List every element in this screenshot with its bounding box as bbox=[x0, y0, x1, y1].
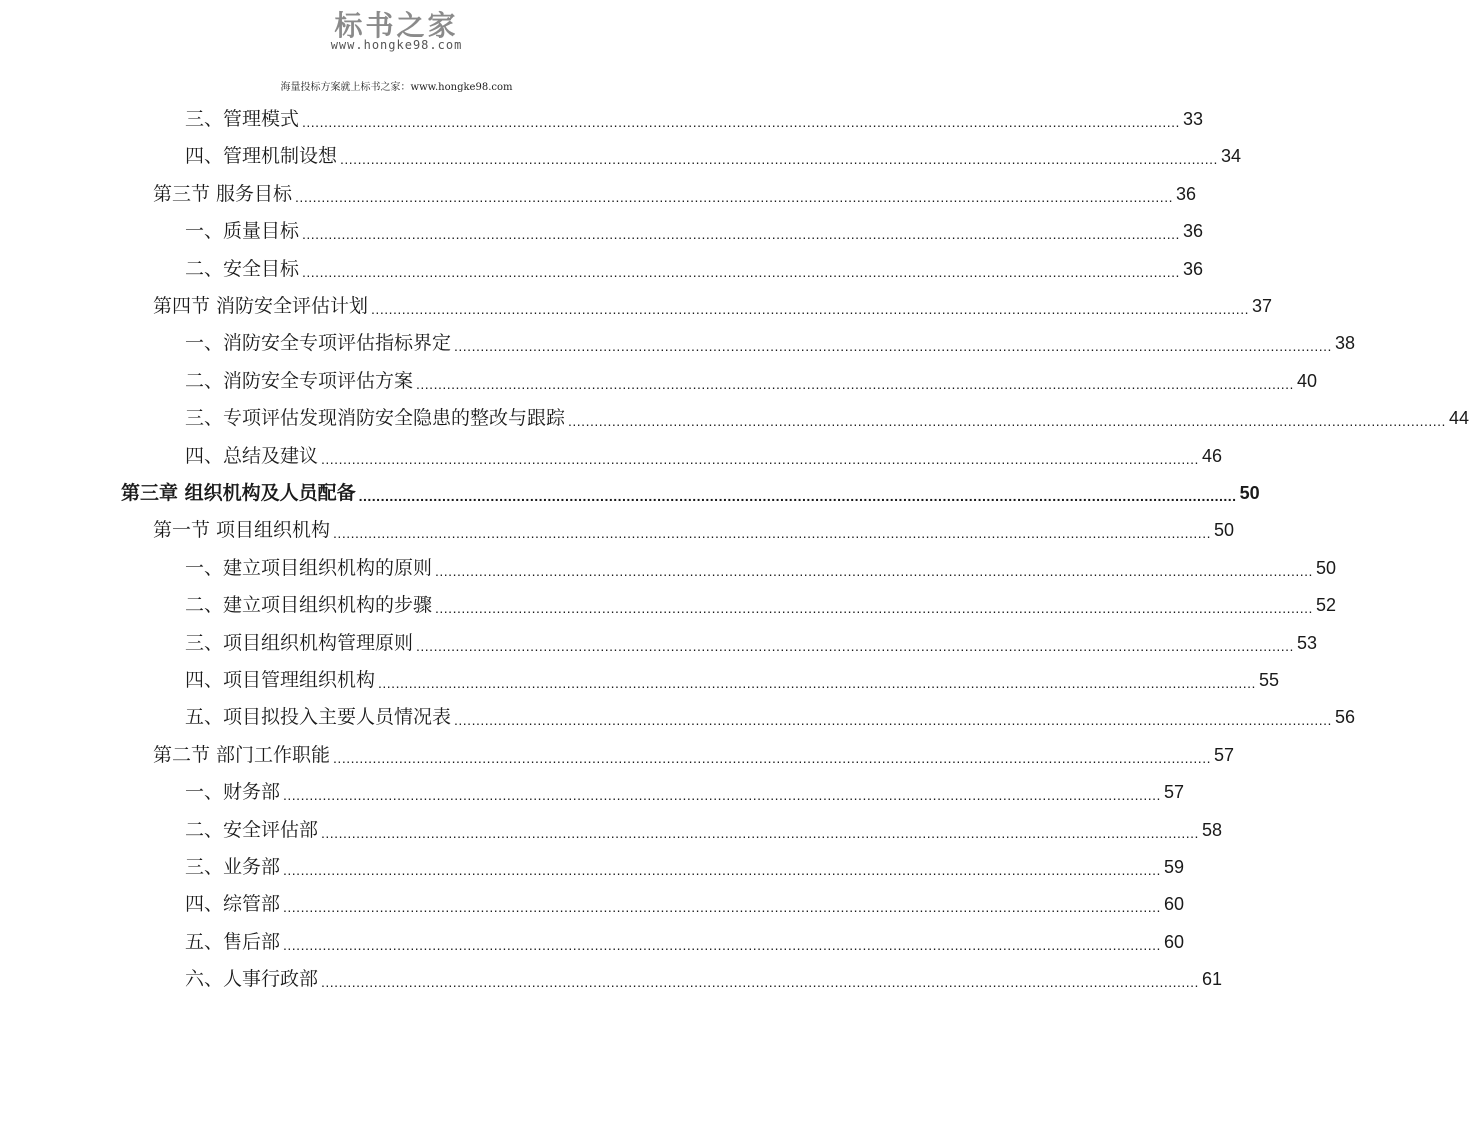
toc-entry[interactable] bbox=[121, 475, 1260, 512]
toc-entry-label: 二、建立项目组织机构的步骤 bbox=[185, 594, 433, 617]
toc-dot-leader: ........................................................................................................................................................................................................ bbox=[333, 525, 1211, 542]
toc-dot-leader: ........................................................................................................................................................................................................ bbox=[321, 824, 1199, 841]
toc-entry-page-number: 36 bbox=[1182, 258, 1203, 279]
toc-entry-label: 第二节 部门工作职能 bbox=[153, 743, 331, 766]
toc-entry-label: 第三节 服务目标 bbox=[153, 182, 293, 205]
toc-entry-label: 第四节 消防安全评估计划 bbox=[153, 295, 369, 317]
toc-entry-label: 三、专项评估发现消防安全隐患的整改与跟踪 bbox=[185, 407, 566, 430]
toc-entry-label: 一、消防安全专项评估指标界定 bbox=[185, 332, 452, 355]
toc-entry-label: 四、管理机制设想 bbox=[185, 145, 338, 168]
toc-entry-label: 二、消防安全专项评估方案 bbox=[185, 369, 414, 392]
toc-entry-page-number: 38 bbox=[1334, 333, 1355, 354]
toc-entry[interactable] bbox=[185, 774, 1184, 811]
toc-dot-leader: ........................................................................................................................................................................................................ bbox=[416, 637, 1294, 654]
toc-entry-label: 第一节 项目组织机构 bbox=[153, 519, 331, 542]
toc-entry-page-number: 36 bbox=[1175, 183, 1197, 204]
toc-dot-leader: ........................................................................................................................................................................................................ bbox=[283, 936, 1161, 953]
toc-entry[interactable] bbox=[153, 512, 1235, 549]
toc-entry[interactable] bbox=[185, 363, 1317, 400]
toc-entry-page-number: 58 bbox=[1201, 819, 1222, 840]
toc-entry-label: 二、安全目标 bbox=[185, 257, 300, 280]
toc-entry-label: 一、财务部 bbox=[185, 781, 281, 804]
toc-entry[interactable] bbox=[185, 924, 1184, 961]
toc-dot-leader: ........................................................................................................................................................................................................ bbox=[302, 263, 1180, 280]
toc-entry-page-number: 52 bbox=[1315, 595, 1336, 616]
toc-entry[interactable] bbox=[153, 737, 1235, 774]
toc-entry[interactable] bbox=[185, 662, 1279, 699]
toc-entry[interactable] bbox=[153, 288, 1273, 325]
toc-entry-label: 第三章 组织机构及人员配备 bbox=[121, 482, 356, 504]
toc-dot-leader: ........................................................................................................................................................................................................ bbox=[378, 675, 1256, 691]
toc-dot-leader: ........................................................................................................................................................................................................ bbox=[454, 712, 1332, 729]
toc-entry-page-number: 36 bbox=[1182, 221, 1203, 242]
toc-dot-leader: ........................................................................................................................................................................................................ bbox=[416, 375, 1294, 392]
page-header bbox=[0, 0, 793, 100]
toc-dot-leader: ........................................................................................................................................................................................................ bbox=[321, 974, 1199, 991]
toc-dot-leader: ........................................................................................................................................................................................................ bbox=[283, 862, 1161, 878]
toc-entry-page-number: 46 bbox=[1201, 445, 1222, 466]
toc-entry[interactable] bbox=[153, 176, 1197, 213]
toc-entry-label: 三、项目组织机构管理原则 bbox=[185, 631, 414, 654]
toc-entry-page-number: 33 bbox=[1182, 109, 1203, 129]
toc-entry-page-number: 44 bbox=[1448, 408, 1469, 429]
toc-entry[interactable] bbox=[185, 438, 1222, 475]
toc-entry[interactable] bbox=[185, 625, 1317, 662]
toc-entry-page-number: 57 bbox=[1213, 744, 1235, 765]
toc-dot-leader: ........................................................................................................................................................................................................ bbox=[321, 450, 1199, 467]
toc-dot-leader: ........................................................................................................................................................................................................ bbox=[568, 413, 1446, 430]
toc-dot-leader: ........................................................................................................................................................................................................ bbox=[454, 338, 1332, 355]
toc-dot-leader: ........................................................................................................................................................................................................ bbox=[435, 562, 1313, 579]
toc-dot-leader: ........................................................................................................................................................................................................ bbox=[302, 226, 1180, 243]
toc-dot-leader: ........................................................................................................................................................................................................ bbox=[302, 114, 1180, 130]
toc-entry-page-number: 60 bbox=[1163, 931, 1184, 952]
toc-dot-leader: ........................................................................................................................................................................................................ bbox=[371, 301, 1249, 317]
toc-dot-leader: ........................................................................................................................................................................................................ bbox=[435, 600, 1313, 617]
toc-entry-label: 二、安全评估部 bbox=[185, 818, 319, 841]
toc-entry-page-number: 55 bbox=[1258, 670, 1279, 690]
toc-dot-leader: ........................................................................................................................................................................................................ bbox=[283, 787, 1161, 804]
toc-entry-label: 四、项目管理组织机构 bbox=[185, 669, 376, 691]
toc-entry-page-number: 50 bbox=[1213, 520, 1235, 541]
site-logo-url: www.hongke98.com bbox=[330, 38, 463, 52]
toc-entry[interactable] bbox=[185, 812, 1222, 849]
toc-entry-page-number: 50 bbox=[1239, 483, 1260, 503]
toc-entry[interactable] bbox=[185, 251, 1203, 288]
toc-entry-label: 三、管理模式 bbox=[185, 108, 300, 130]
toc-entry-page-number: 53 bbox=[1296, 632, 1317, 653]
toc-entry-label: 四、总结及建议 bbox=[185, 444, 319, 467]
toc-entry-label: 一、建立项目组织机构的原则 bbox=[185, 556, 433, 579]
toc-entry-page-number: 40 bbox=[1296, 370, 1317, 391]
toc-entry[interactable] bbox=[185, 550, 1336, 587]
toc-entry-label: 四、综管部 bbox=[185, 893, 281, 916]
toc-entry[interactable] bbox=[185, 587, 1336, 624]
toc-entry-page-number: 61 bbox=[1201, 969, 1222, 990]
toc-entry[interactable] bbox=[185, 101, 1203, 138]
toc-entry[interactable] bbox=[185, 699, 1355, 736]
toc-entry-label: 六、人事行政部 bbox=[185, 968, 319, 991]
toc-dot-leader: ........................................................................................................................................................................................................ bbox=[358, 488, 1237, 504]
toc-entry-label: 三、业务部 bbox=[185, 856, 281, 878]
header-tagline: 海量投标方案就上标书之家：www.hongke98.com bbox=[280, 82, 513, 93]
toc-entry[interactable] bbox=[185, 400, 1469, 437]
toc-dot-leader: ........................................................................................................................................................................................................ bbox=[333, 749, 1211, 766]
toc-dot-leader: ........................................................................................................................................................................................................ bbox=[340, 151, 1218, 168]
toc-entry[interactable] bbox=[185, 325, 1355, 362]
toc-entry[interactable] bbox=[185, 961, 1222, 998]
toc-entry[interactable] bbox=[185, 213, 1203, 250]
toc-entry[interactable] bbox=[185, 849, 1184, 886]
toc-entry-page-number: 34 bbox=[1220, 146, 1241, 167]
toc-entry-page-number: 56 bbox=[1334, 707, 1355, 728]
toc-dot-leader: ........................................................................................................................................................................................................ bbox=[295, 188, 1173, 205]
toc-entry-page-number: 60 bbox=[1163, 894, 1184, 915]
toc-entry-label: 五、售后部 bbox=[185, 930, 281, 953]
toc-entry-page-number: 37 bbox=[1251, 296, 1273, 316]
toc-dot-leader: ........................................................................................................................................................................................................ bbox=[283, 899, 1161, 916]
site-logo-title: 标书之家 bbox=[334, 9, 459, 42]
toc-entry-label: 一、质量目标 bbox=[185, 220, 300, 243]
toc-entry-page-number: 50 bbox=[1315, 557, 1336, 578]
toc-entry-page-number: 59 bbox=[1163, 857, 1184, 877]
toc-entry[interactable] bbox=[185, 138, 1241, 175]
toc-entry[interactable] bbox=[185, 886, 1184, 923]
toc-entry-label: 五、项目拟投入主要人员情况表 bbox=[185, 706, 452, 729]
toc-entry-page-number: 57 bbox=[1163, 782, 1184, 803]
